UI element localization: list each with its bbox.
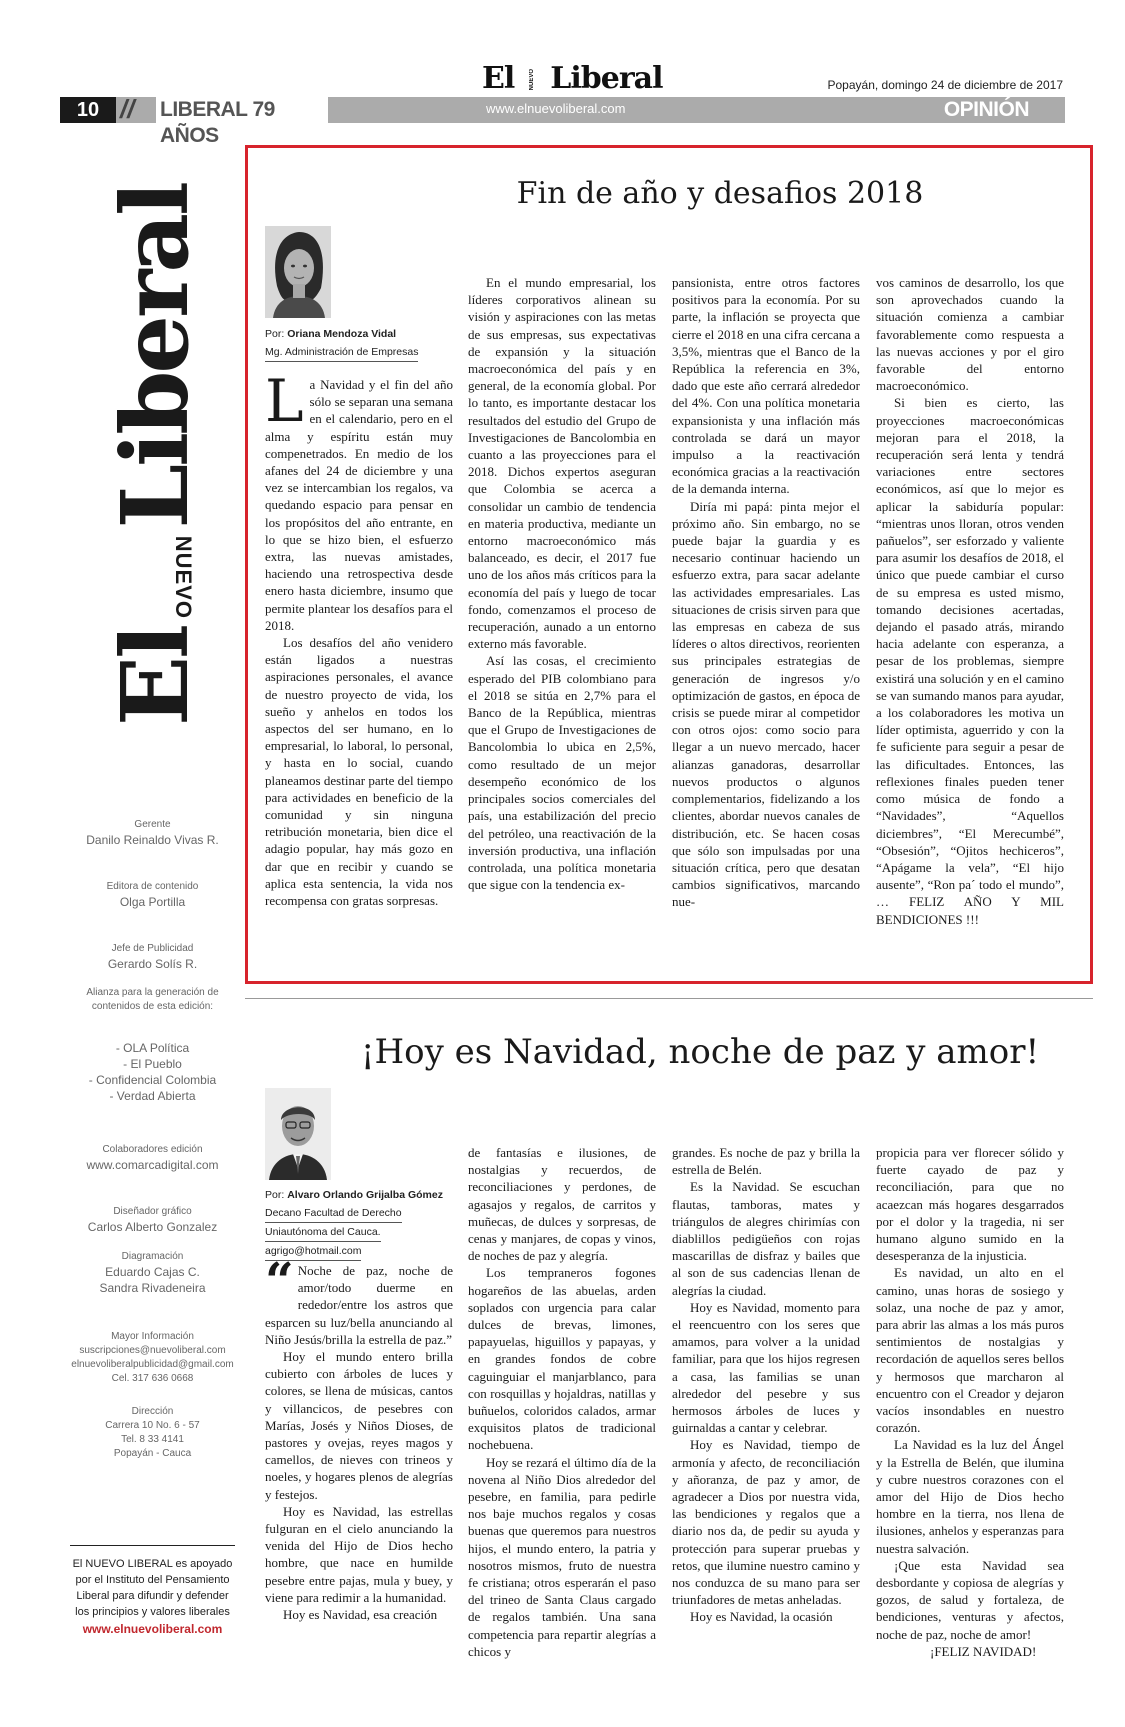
staff-role: Colaboradores edición: [102, 1144, 203, 1155]
author-2-email-link[interactable]: agrigo@hotmail.com: [265, 1242, 361, 1261]
staff-gerente: [70, 818, 235, 848]
staff-name: Danilo Reinaldo Vivas R.: [86, 833, 219, 847]
staff-name: Carlos Alberto Gonzalez: [87, 1220, 218, 1234]
anniversary-label: LIBERAL 79 AÑOS: [156, 97, 328, 123]
article-paragraph: Hoy es Navidad, tiempo de armonía y afecto, de reconciliación y añoranza, de paz y amor, de agradecer a Dios por nuestra vida, las bendiciones y regalos que a diario nos da, de pedir su ayuda y protección para superar pruebas y retos, que ilumine nuestro camino y nos conduzca de su mano para ser triunfadores de metas anheladas.: [672, 1437, 860, 1608]
article-paragraph: pansionista, entre otros factores positivos para la economía. Por su parte, la inflación se proyecta que cierre el 2018 en una cifra cercana a 3,5%, mientras que el Banco de la República la referencia en 3%, dado que este año cerrará alrededor del 4%. Con una política monetaria expansionista y una inflación más controlada se dará un mayor impulso a la reactivación económica gracias a la reactivación de la demanda interna.: [672, 275, 861, 497]
article-divider: [245, 998, 1093, 999]
article-paragraph: Hoy se rezará el último día de la novena al Niño Dios alrededor del pesebre, en familia, para pedirle nos baje muchos regalos y cosas buenas que queremos para nuestros hijos, el mundo entero, la patria y nosotros mismos, fruto de nuestra fe cristiana; otros esperarán el paso del trineo de Santa Claus cargado de regalos también. Una sana competencia para repartir alegrías a chicos y: [468, 1454, 656, 1659]
article-paragraph: Es navidad, un alto en el camino, unas horas de sosiego y solaz, una noche de paz y amor, para abrir las almas a los más puros sentimientos de nostalgias y recordación de aquellos seres bellos y hermosos que marcharon al encuentro con el Creador y dejaron vacíos insondables en nuestro corazón.: [876, 1265, 1064, 1436]
vertical-logo-main: Liberal: [101, 184, 209, 529]
article-2-column-4: [876, 1144, 1064, 1660]
alianza-item: - OLA Política: [115, 1041, 190, 1055]
info-email[interactable]: elnuevoliberalpublicidad@gmail.com: [71, 1359, 234, 1370]
article-paragraph: En el mundo empresarial, los líderes corporativos alinean su visión y aspiraciones con las metas de sus empresas, sus expectativas de expansión y la situación macroeconómica del país y en general, de la economía global. Por lo tanto, es importante destacar los resultados del estudio del Grupo de Investigaciones de Bancolombia en cuanto a las proyecciones para el 2018. Dichos expertos aseguran que Colombia se acerca a consolidar un cambio de tendencia en materia productiva, mediante un entorno macroeconómico más balanceado, es decir, el 2017 fue uno de los años más críticos para la economía del país y luego de tocar fondo, comenzamos el proceso de recuperación, aunado a un entorno externo más favorable.: [468, 275, 656, 652]
staff-name[interactable]: www.comarcadigital.com: [86, 1158, 219, 1172]
slash-decoration-icon: //: [120, 94, 135, 124]
vertical-logo-prefix: El: [101, 626, 209, 727]
header-url-link[interactable]: www.elnuevoliberal.com: [486, 101, 626, 116]
article-paragraph: Diría mi papá: pinta mejor el próximo año. Sin embargo, no se puede bajar la guardia y es necesario continuar haciendo un esfuerzo extra, para sacar adelante las actividades empresariales. Las situaciones de crisis sirven para que las empresas en cabeza de sus líderes o altos directivos, reorienten sus principales estrategias de generación de ingresos y/o optimización de gastos, en época de crisis se puede mirar al competidor con otros ojos: como socio para llegar a un nuevo mercado, hacer alianzas ganadoras, desarrollar nuevos productos o algunos complementarios, fidelizando a los clientes, abordar nuevos canales de distribución, etc. Se hacen cosas que sólo son impulsadas por una situación crítica, pero que desatan cambios significativos, marcando nue-: [672, 498, 860, 910]
vertical-logo: [100, 165, 210, 745]
staff-info: [70, 1330, 235, 1386]
footer-url-link[interactable]: www.elnuevoliberal.com: [82, 1622, 223, 1636]
author-2-name: Alvaro Orlando Grijalba Gómez: [287, 1189, 443, 1201]
author-1-title: Mg. Administración de Empresas: [265, 343, 418, 362]
vertical-logo-nuevo: NUEVO: [170, 536, 196, 620]
author-1-name: Oriana Mendoza Vidal: [287, 328, 397, 340]
article-paragraph: Hoy es Navidad, la ocasión: [690, 1609, 833, 1625]
alianza-line: Alianza para la generación de: [86, 987, 219, 998]
logo-main: Liberal: [550, 61, 663, 96]
address-line: Tel. 8 33 4141: [121, 1434, 184, 1445]
article-paragraph: ¡FELIZ NAVIDAD!: [930, 1643, 1037, 1659]
alianza-line: contenidos de esta edición:: [91, 1001, 214, 1012]
article-paragraph: propicia para ver florecer sólido y fuerte cayado de paz y reconciliación, para que no acaezcan más hogares desgarrados por el dolor y la tragedia, ni ser humano alguno sumido en la desesperanza de la injusticia.: [876, 1145, 1064, 1264]
staff-role: Diagramación: [121, 1251, 184, 1262]
staff-direccion: [70, 1405, 235, 1461]
info-email[interactable]: suscripciones@nuevoliberal.com: [79, 1345, 226, 1356]
section-label: OPINIÓN: [943, 98, 1029, 121]
article-paragraph: Hoy es Navidad, momento para el reencuentro con los seres que amamos, para volver a la unidad familiar, para que los hijos regresen a casa, las familias se unan alrededor del pesebre y sus hermosos árboles de luces y guirnaldas a cantar y celebrar.: [672, 1299, 860, 1436]
address-line: Popayán - Cauca: [113, 1448, 192, 1459]
article-2-title: ¡Hoy es Navidad, noche de paz y amor!: [360, 1032, 1040, 1072]
article-paragraph: ¡Que esta Navidad sea desbordante y copiosa de alegrías y gozos, de salud y fortaleza, de bendiciones, venturas y afectos, noche de paz, noche de amor!: [876, 1557, 1064, 1642]
staff-name: Gerardo Solís R.: [107, 957, 198, 971]
article-paragraph: Es la Navidad. Se escuchan flautas, tamboras, mates y triángulos de alegres chirimías con diablillos pedigüeños con rojas mascarillas de disfraz y bailes que al son de sus cadencias llenan de alegrías la ciudad.: [672, 1179, 860, 1298]
author-1-photo: [265, 226, 331, 318]
author-1-byline: [265, 325, 445, 362]
address-line: Carrera 10 No. 6 - 57: [105, 1420, 200, 1431]
staff-role: Jefe de Publicidad: [111, 943, 194, 954]
alianza-item: - Confidencial Colombia: [88, 1073, 217, 1087]
staff-name: Eduardo Cajas C.: [105, 1265, 200, 1279]
article-1-column-1: [265, 367, 453, 909]
man-portrait-icon: [265, 1088, 331, 1180]
staff-name: Sandra Rivadeneira: [99, 1281, 206, 1295]
article-1-column-3: [672, 274, 860, 911]
woman-portrait-icon: [265, 226, 331, 318]
author-2-photo: [265, 1088, 331, 1180]
alianza-item: - El Pueblo: [123, 1057, 182, 1071]
info-phone: Cel. 317 636 0668: [111, 1373, 194, 1384]
staff-name: Olga Portilla: [119, 895, 186, 909]
logo-nuevo: NUEVO: [529, 69, 536, 91]
staff-role: Dirección: [131, 1406, 174, 1417]
article-paragraph: [265, 367, 453, 634]
paragraph-text: Noche de paz, noche de amor/todo duerme en rededor/entre los astros que esparcen su luz/bella anunciando al Niño Jesús/brilla la estrella de paz.”: [265, 1263, 453, 1347]
supported-notice: El NUEVO LIBERAL es apoyado por el Instituto del Pensamiento Liberal para difundir y defender los principios y valores liberales: [70, 1545, 235, 1620]
staff-role: Gerente: [134, 819, 171, 830]
article-1-column-2: [468, 274, 656, 893]
byline-prefix: Por:: [265, 1189, 285, 1201]
staff-role: Mayor Información: [111, 1331, 194, 1342]
byline-prefix: Por:: [265, 328, 285, 340]
article-paragraph: Los tempraneros fogones hogareños de las abuelas, arden soplados con urgencia para calar dulces de brevas, limones, papayuelas, higuillos y papayas, y en grandes fondos de cobre caguinguiar el manjarblanco, para con rosquillas y hojaldras, natillas y buñuelos, coloridos calados, armar exquisitos platos de tradicional nochebuena.: [468, 1265, 656, 1453]
author-2-byline: [265, 1186, 445, 1261]
article-1-column-4: [876, 274, 1064, 928]
alianza-item: - Verdad Abierta: [109, 1089, 196, 1103]
article-2-column-2: [468, 1144, 656, 1660]
article-paragraph: Hoy el mundo entero brilla cubierto con árboles de luces y colores, se llena de músicas, cantos y villancicos, de pesebres con Marías, Josés y Niños Dioses, de pastores y ovejas, reyes magos y camellos, de nieves con trineos y noeles, y hogares plenos de alegrías y festejos.: [265, 1349, 453, 1502]
article-2-column-3: [672, 1144, 860, 1626]
article-paragraph: La Navidad es la luz del Ángel y la Estrella de Belén, que ilumina y cubre nuestros corazones con el amor del Hijo de Dios hecho hombre en la tierra, nos llena de ilusiones, anhelos y esperanzas para nuestra salvación.: [876, 1437, 1064, 1556]
staff-role: Diseñador gráfico: [113, 1206, 192, 1217]
article-1-title: Fin de año y desafios 2018: [516, 176, 924, 211]
staff-disenador: [70, 1205, 235, 1235]
staff-diagramacion: [70, 1250, 235, 1296]
staff-publicidad: [70, 942, 235, 972]
quote-mark-icon: “: [265, 1251, 294, 1310]
article-paragraph: de fantasías e ilusiones, de nostalgias y recuerdos, de reconciliaciones y perdones, de agasajos y regalos, de carritos y muñecas, de dulces y sorpresas, de cenas y manjares, de copas y vinos, de noches de paz y alegría.: [468, 1145, 656, 1264]
article-paragraph: Si bien es cierto, las proyecciones macroeconómicas mejoran para el 2018, la recuperación será lenta y tendrá variaciones entre sectores económicos, así que lo mejor es aplicar la sabiduría popular: “mientras unos lloran, otros venden pañuelos”, ser esforzado y valiente para asumir los desafíos de 2018, el único que puede cambiar el curso de su empresa es usted mismo, tomando decisiones acertadas, dejando el pasado atrás, mirando hacia adelante con esperanza, a pesar de los problemas, siempre existirá una solución y en el camino se van sumando manos para ayudar, a los colaboradores les motiva un líder optimista, aguerrido y con la fe suficiente para seguir a pesar de las dificultades. Entonces, las reflexiones finales pueden tener como música de fondo a “Navidades”, “Aquellos diciembres”, “El Merecumbé”, “Obsesión”, “Ojitos hechiceros”, “Apágame la vela”, “El hijo ausente”, “Ron pa´ todo el mundo”, … FELIZ AÑO Y MIL BENDICIONES !!!: [876, 395, 1064, 927]
paragraph-text: a Navidad y el fin del año sólo se separan una semana en el calendario, pero en el alma y espíritu están muy compenetrados. En medio de los afanes del 24 de diciembre y una vez se intercambian los regalos, va quedando espacio para pensar en los propósitos del año entrante, en lo que se hizo bien, el esfuerzo extra, las nuevas amistades, haciendo una retrospectiva desde enero hasta diciembre, insumo que permite plantear los desafíos para el 2018.: [265, 377, 453, 633]
masthead-logo[interactable]: [482, 62, 662, 96]
drop-cap: L: [265, 367, 304, 435]
staff-colaboradores: [70, 1143, 235, 1173]
staff-editora: [70, 880, 235, 910]
article-paragraph: grandes. Es noche de paz y brilla la estrella de Belén.: [672, 1145, 860, 1178]
logo-prefix: El: [482, 61, 515, 96]
article-paragraph: Así las cosas, el crecimiento esperado del PIB colombiano para el 2018 se sitúa en 2,7% para el Banco de la República, mientras que el Grupo de Investigaciones de Bancolombia lo ubica en 2,5%, como resultado de un mejor desempeño económico de los principales socios comerciales del país, una estabilización del precio del petróleo, una reactivación de la inversión productiva, una inflación controlada, una política monetaria que sigue con la tendencia ex-: [468, 653, 656, 893]
article-paragraph: Hoy es Navidad, esa creación: [283, 1607, 438, 1623]
article-paragraph: vos caminos de desarrollo, los que son aprovechados cuando la situación comienza a cambiar favorablemente como respuesta a las nuevas acciones y por el giro favorable del entorno macroeconómico.: [876, 275, 1064, 394]
issue-date: Popayán, domingo 24 de diciembre de 2017: [827, 78, 1063, 92]
article-paragraph: Los desafíos del año venidero están ligados a nuestras aspiraciones personales, el avance de nuestro proyecto de vida, los sueño y anhelos en todos los aspectos del ser humano, en lo empresarial, lo laboral, lo personal, y hasta en lo social, cuando planeamos destinar parte del tiempo para actividades en beneficio de la comunidad y sin ninguna retribución monetaria, bien dice el adagio popular, hay más gozo en dar que en recibir y cuando se aplica esta sentencia, la vida nos recompensa con gratas sorpresas.: [265, 635, 453, 909]
page-number: 10: [60, 97, 116, 123]
author-2-title: Decano Facultad de Derecho: [265, 1204, 402, 1223]
author-2-institution: Uniautónoma del Cauca.: [265, 1223, 381, 1242]
staff-role: Editora de contenido: [106, 881, 199, 892]
staff-alianza: [70, 986, 235, 1104]
article-paragraph: Hoy es Navidad, las estrellas fulguran en el cielo anunciando la venida del Hijo de Dios hecho hombre, que nace en humilde pesebre entre pajas, mula y buey, y viene para redimir a la humanidad.: [265, 1503, 453, 1605]
